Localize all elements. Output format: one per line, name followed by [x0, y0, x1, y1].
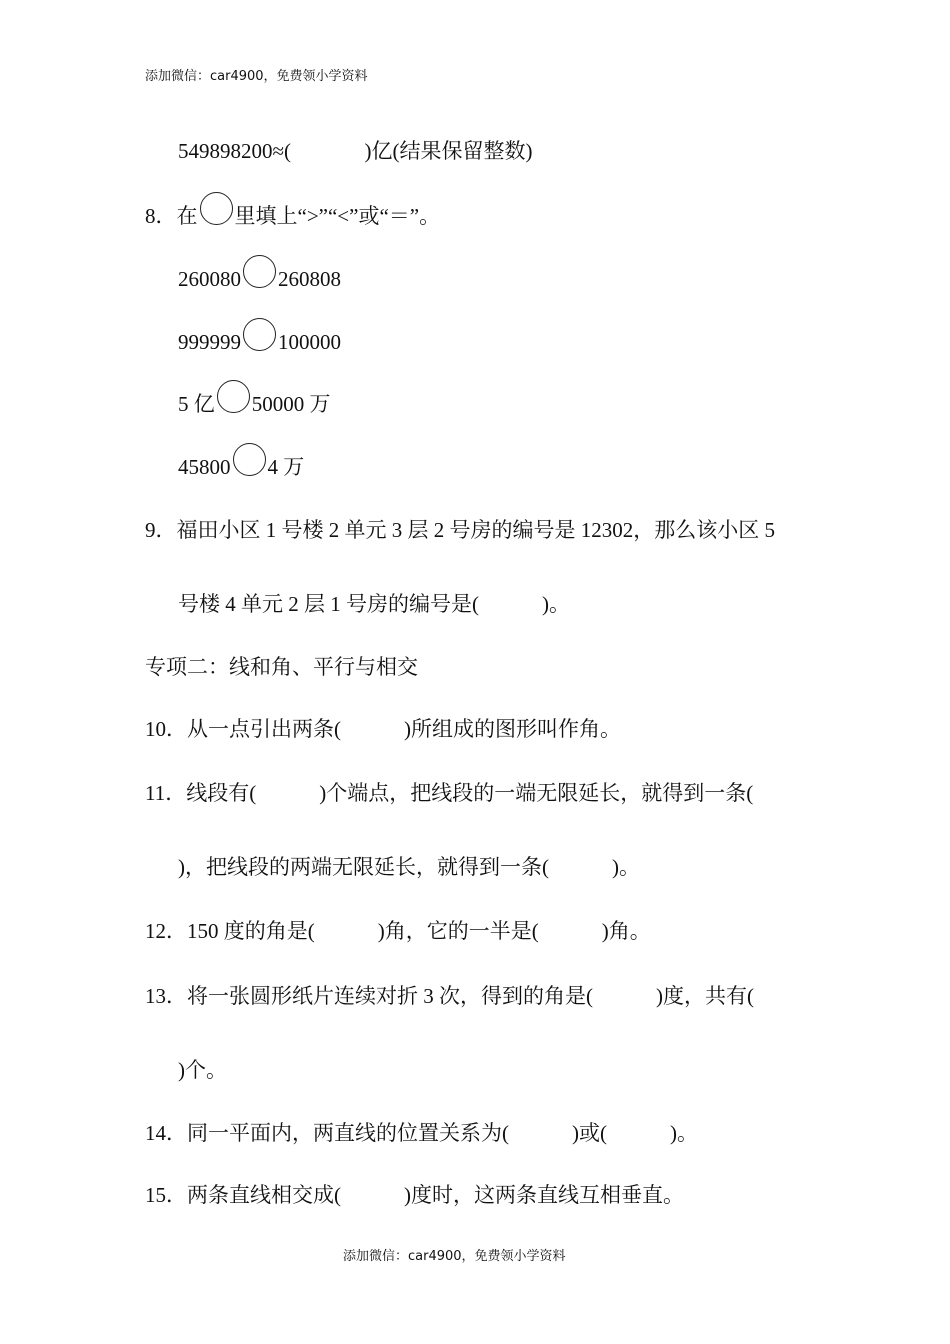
question-8-line — [145, 199, 440, 232]
question-12-line: 12．150 度的角是( )角，它的一半是( )角。 — [145, 919, 651, 943]
footer-watermark: 添加微信：car4900，免费领小学资料 — [343, 1249, 566, 1264]
compare-right-value: 100000 — [278, 329, 341, 354]
question-11-line-1: 11．线段有( )个端点，把线段的一端无限延长，就得到一条( — [145, 781, 754, 805]
compare-right-value: 260808 — [278, 266, 341, 291]
section-title: 专项二：线和角、平行与相交 — [145, 655, 418, 679]
compare-right-value: 4 万 — [267, 454, 305, 479]
question-10-line: 10．从一点引出两条( )所组成的图形叫作角。 — [145, 717, 621, 741]
compare-left-value: 999999 — [178, 329, 241, 354]
compare-right-value: 50000 万 — [251, 391, 331, 416]
compare-item — [178, 262, 341, 295]
blank-circle-icon — [243, 255, 276, 288]
header-watermark: 添加微信：car4900，免费领小学资料 — [145, 69, 368, 84]
compare-item — [178, 450, 304, 483]
blank-circle-icon — [243, 318, 276, 351]
question-9-line-1: 9．福田小区 1 号楼 2 单元 3 层 2 号房的编号是 12302，那么该小区 5 — [145, 518, 775, 542]
question-13-line-1: 13．将一张圆形纸片连续对折 3 次，得到的角是( )度，共有( — [145, 984, 754, 1008]
compare-left-value: 260080 — [178, 266, 241, 291]
compare-item — [178, 387, 331, 420]
blank-circle-icon — [217, 380, 250, 413]
compare-left-value: 45800 — [178, 454, 231, 479]
blank-circle-icon — [200, 192, 233, 225]
question-8-suffix: 里填上“>”“<”或“＝”。 — [234, 203, 441, 228]
question-14-line: 14．同一平面内，两直线的位置关系为( )或( )。 — [145, 1121, 698, 1145]
question-7-line: 549898200≈( )亿(结果保留整数) — [178, 139, 533, 163]
question-11-line-2: )，把线段的两端无限延长，就得到一条( )。 — [178, 855, 640, 879]
compare-item — [178, 325, 341, 358]
question-13-line-2: )个。 — [178, 1058, 227, 1082]
compare-left-value: 5 亿 — [178, 391, 215, 416]
question-8-prefix: 8．在 — [145, 203, 198, 228]
question-15-line: 15．两条直线相交成( )度时，这两条直线互相垂直。 — [145, 1183, 684, 1207]
question-9-line-2: 号楼 4 单元 2 层 1 号房的编号是( )。 — [178, 592, 570, 616]
blank-circle-icon — [233, 443, 266, 476]
